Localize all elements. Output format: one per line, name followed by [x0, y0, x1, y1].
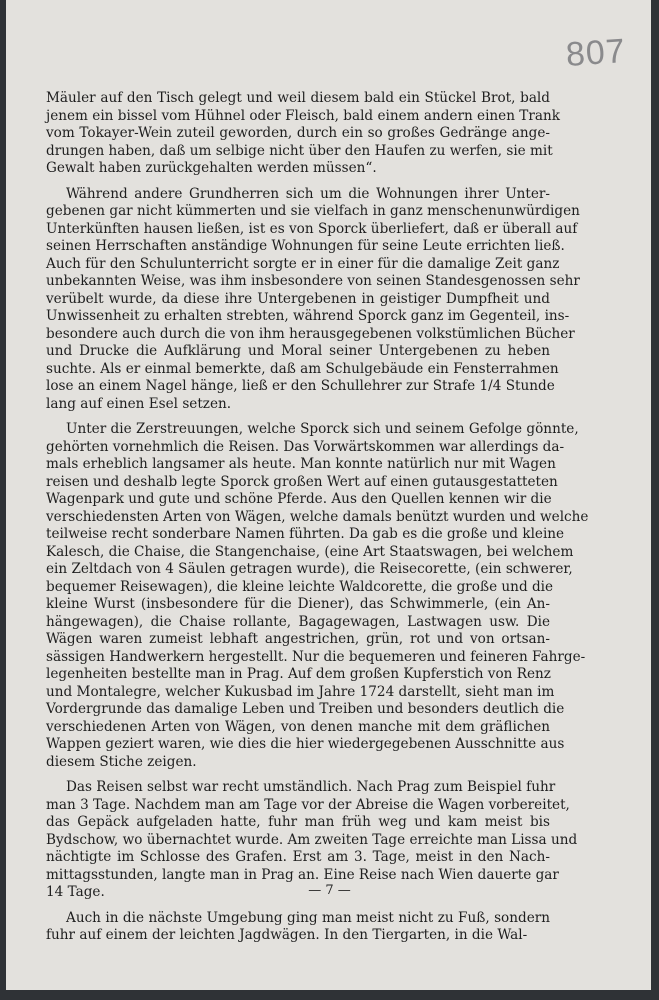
paragraph: [46, 421, 589, 771]
paragraph: [46, 90, 560, 178]
text-line: gebenen gar nicht kümmerten und sie vielfach in ganz menschenunwürdigen: [46, 203, 580, 219]
text-line: Wägen waren zumeist lebhaft angestrichen, grün, rot und von ortsan-: [46, 631, 550, 647]
text-line: teilweise recht sonderbare Namen führten. Da gab es die große und kleine: [46, 526, 565, 542]
paragraph: [46, 910, 550, 945]
text-line: Unwissenheit zu erhalten strebten, während Sporck ganz im Gegenteil, ins-: [46, 308, 570, 324]
paragraph-gap: [46, 178, 550, 186]
text-line: kleine Wurst (insbesondere für die Diener), das Schwimmerle, (ein An-: [46, 596, 550, 612]
text-line: gehörten vornehmlich die Reisen. Das Vorwärtskommen war allerdings da-: [46, 438, 565, 455]
text-line: Auch für den Schulunterricht sorgte er in einer für die damalige Zeit ganz: [46, 255, 560, 272]
text-line: man 3 Tage. Nachdem man am Tage vor der Abreise die Wagen vorbereitet,: [46, 796, 570, 813]
text-line: Wappen geziert waren, wie dies die hier wiedergegebenen Ausschnitte aus: [46, 736, 565, 752]
scan-border-left: [0, 0, 6, 1000]
text-line: Bydschow, wo übernachtet wurde. Am zweiten Tage erreichte man Lissa und: [46, 831, 578, 848]
text-line: verschiedenen Arten von Wägen, von denen manche mit dem gräflichen: [46, 718, 550, 735]
text-line: Mäuler auf den Tisch gelegt und weil diesem bald ein Stückel Brot, bald: [46, 90, 550, 106]
text-line: Kalesch, die Chaise, die Stangenchaise, (eine Art Staatswagen, bei welchem: [46, 543, 574, 560]
page-number: — 7 —: [308, 883, 351, 898]
paragraph-gap: [46, 413, 550, 421]
text-line: suchte. Als er einmal bemerkte, daß am Schulgebäude ein Fensterrahmen: [46, 360, 559, 377]
text-line: das Gepäck aufgeladen hatte, fuhr man früh weg und kam meist bis: [46, 814, 550, 830]
text-line: besondere auch durch die von ihm herausgegebenen volkstümlichen Bücher: [46, 325, 575, 342]
text-line: unbekannten Weise, was ihm insbesondere von seinen Standesgenossen sehr: [46, 273, 580, 289]
text-line: Vordergrunde das damalige Leben und Treiben und besonders deutlich die: [46, 701, 565, 717]
text-line: und Drucke die Aufklärung und Moral seiner Untergebenen zu heben: [46, 343, 550, 359]
text-line: reisen und deshalb legte Sporck großen Wert auf einen gutausgestatteten: [46, 473, 558, 490]
text-line: mals erheblich langsamer als heute. Man konnte natürlich nur mit Wagen: [46, 456, 556, 472]
text-line: diesem Stiche zeigen.: [46, 753, 197, 770]
text-line: Gewalt haben zurückgehalten werden müssen“.: [46, 160, 377, 176]
paragraph-gap: [46, 902, 550, 910]
text-line: lose an einem Nagel hänge, ließ er den Schullehrer zur Strafe 1/4 Stunde: [46, 378, 555, 394]
text-line: sässigen Handwerkern hergestellt. Nur die bequemeren und feineren Fahrge-: [46, 648, 586, 665]
text-line: verübelt wurde, da diese ihre Untergebenen in geistiger Dumpfheit und: [46, 290, 550, 307]
text-line: Auch in die nächste Umgebung ging man meist nicht zu Fuß, sondern: [66, 909, 550, 926]
text-line: verschiedensten Arten von Wägen, welche damals benützt wurden und welche: [46, 508, 589, 525]
text-line: und Montalegre, welcher Kukusbad im Jahre 1724 darstellt, sieht man im: [46, 683, 555, 700]
text-line: vom Tokayer-Wein zuteil geworden, durch ein so großes Gedränge ange-: [46, 125, 550, 141]
text-line: ein Zeltdach von 4 Säulen getragen wurde), die Reisecorette, (ein schwerer,: [46, 561, 573, 577]
text-line: mittagsstunden, langte man in Prag an. Eine Reise nach Wien dauerte gar: [46, 866, 559, 883]
paragraph: [46, 185, 580, 414]
text-line: jenem ein bissel vom Hühnel oder Fleisch, bald einem andern einen Trank: [46, 107, 560, 124]
text-line: fuhr auf einem der leichten Jagdwägen. In den Tiergarten, in die Wal-: [46, 927, 528, 943]
text-line: bequemer Reisewagen), die kleine leichte Waldcorette, die große und die: [46, 578, 554, 595]
text-body: [46, 90, 589, 945]
paragraph-gap: [46, 771, 550, 779]
text-line: Wagenpark und gute und schöne Pferde. Aus den Quellen kennen wir die: [46, 491, 552, 507]
text-line: legenheiten bestellte man in Prag. Auf dem großen Kupferstich von Renz: [46, 666, 551, 682]
text-line: Unter die Zerstreuungen, welche Sporck sich und seinem Gefolge gönnte,: [66, 421, 579, 437]
text-line: drungen haben, daß um selbige nicht über den Haufen zu werfen, sie mit: [46, 142, 553, 159]
text-line: 14 Tage.: [46, 884, 105, 900]
text-line: hängewagen), die Chaise rollante, Bagagewagen, Lastwagen usw. Die: [46, 613, 550, 630]
handwritten-archive-number: 807: [564, 31, 627, 75]
text-line: seinen Herrschaften anständige Wohnungen für seine Leute errichten ließ.: [46, 238, 565, 254]
text-line: Das Reisen selbst war recht umständlich. Nach Prag zum Beispiel fuhr: [66, 779, 556, 795]
scan-border-right: [651, 0, 659, 1000]
text-line: lang auf einen Esel setzen.: [46, 395, 232, 412]
text-line: nächtigte im Schlosse des Grafen. Erst am 3. Tage, meist in den Nach-: [46, 849, 550, 865]
scan-border-bottom: [0, 990, 659, 1000]
text-line: Unterkünften hausen ließen, ist es von Sporck überliefert, daß er überall auf: [46, 220, 578, 237]
text-line: Während andere Grundherren sich um die Wohnungen ihrer Unter-: [66, 185, 550, 202]
